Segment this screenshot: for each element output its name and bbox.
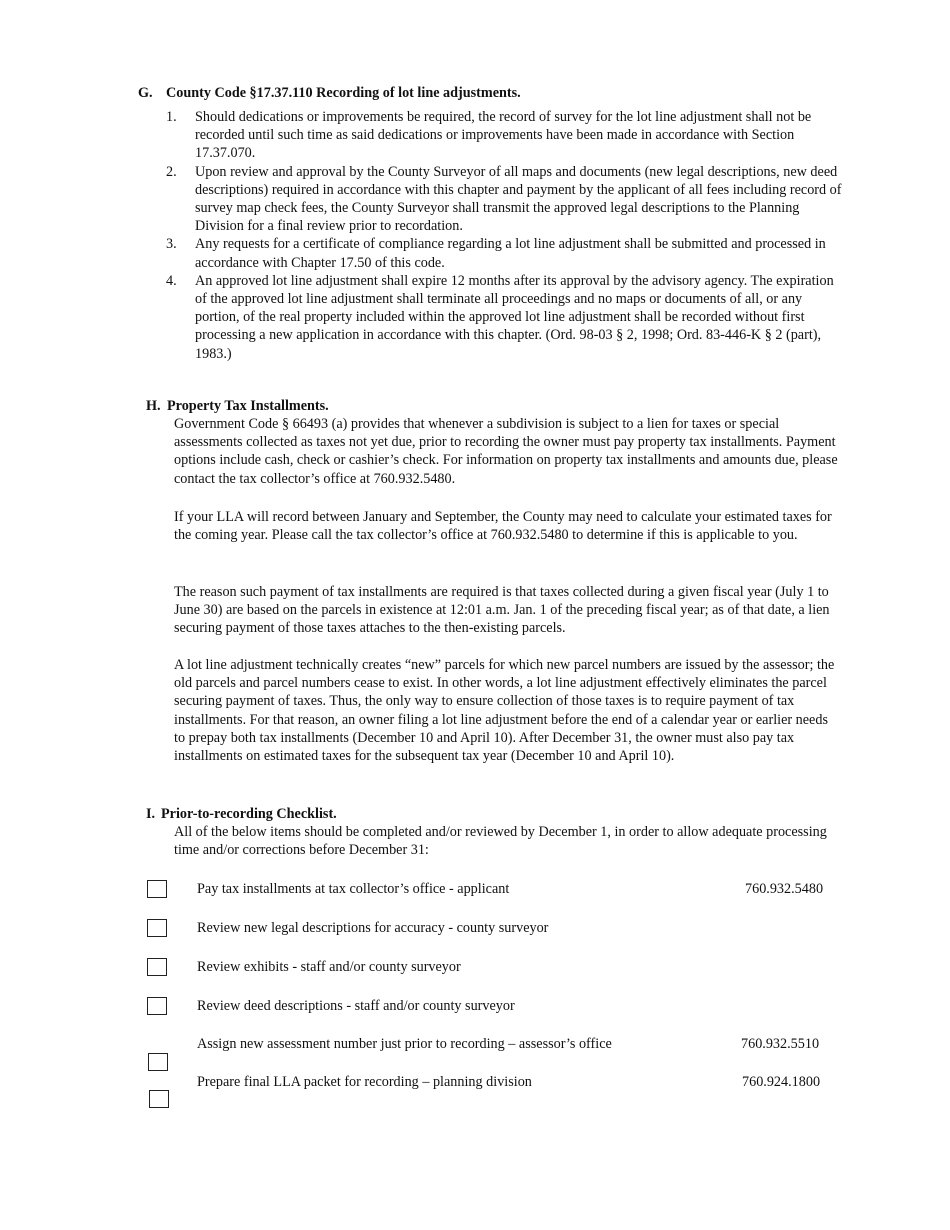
checklist-phone: 760.932.5510 [741,1036,820,1052]
list-item [166,163,846,236]
section-h-paragraph-2: If your LLA will record between January and September, the County may need to calculate your estimated taxes for the coming year. Please call the tax collector’s office at 760.932.5480 to determine if this is applicable to you. [174,509,832,544]
section-h-heading [146,397,329,415]
checklist-row [0,1073,950,1093]
list-item-text: An approved lot line adjustment shall expire 12 months after its approval by the advisory agency. The expiration of the approved lot line adjustment shall terminate all proceedings and no maps or documents of all, or any portion, of the real property included within the approved lot line adjustment shall be recorded without first processing a new application in accordance with this chapter. (Ord. 98-03 § 2, 1998; Ord. 83-446-K § 2 (part), 1983.) [195,272,834,362]
checklist-label: Review new legal descriptions for accuracy - county surveyor [197,920,549,936]
section-h-paragraph-4: A lot line adjustment technically creates “new” parcels for which new parcel numbers are issued by the assessor; the old parcels and parcel numbers cease to exist. In other words, a lot line adjustment effectively eliminates the parcel securing payment of taxes. Thus, the only way to ensure collection of those taxes is to require payment of tax installments. For that reason, an owner filing a lot line adjustment before the end of a calendar year or earlier needs to prepay both tax installments (December 10 and April 10). After December 31, the owner must also pay tax installments on estimated taxes for the subsequent tax year (December 10 and April 10). [174,657,835,765]
list-item-number: 4. [166,272,177,289]
section-i-title: Prior-to-recording Checklist. [161,806,337,822]
list-item-number: 1. [166,109,177,125]
list-item-number: 2. [166,163,177,180]
checkbox[interactable] [147,997,167,1015]
checkbox[interactable] [148,1053,168,1071]
checklist-phone: 760.924.1800 [742,1074,821,1090]
checklist-row [0,958,950,978]
list-item-text: Upon review and approval by the County Surveyor of all maps and documents (new legal descriptions, new deed descriptions) required in accordance with this chapter and payment by the applicant of all fees including record of survey map check fees, the County Surveyor shall transmit the approved legal descriptions to the Planning Division for a final review prior to recordation. [195,163,842,235]
section-i-letter: I. [146,806,156,822]
section-g-title: County Code §17.37.110 Recording of lot line adjustments. [166,85,521,101]
list-item-text: Should dedications or improvements be required, the record of survey for the lot line adjustment shall not be recorded until such time as said dedications or improvements have been made in accordance with Section 17.37.070. [195,109,812,162]
checkbox[interactable] [149,1090,169,1108]
list-item [166,272,846,363]
checklist-phone: 760.932.5480 [745,881,824,897]
section-i-intro: All of the below items should be completed and/or reviewed by December 1, in order to allow adequate processing time and/or corrections before December 31: [174,824,827,859]
checkbox[interactable] [147,919,167,937]
section-h-letter: H. [146,398,161,414]
checklist-label: Pay tax installments at tax collector’s office - applicant [197,881,510,897]
checklist-label: Review deed descriptions - staff and/or county surveyor [197,998,515,1014]
checklist-label: Review exhibits - staff and/or county surveyor [197,959,461,975]
checkbox[interactable] [147,880,167,898]
checklist-label: Prepare final LLA packet for recording – planning division [197,1074,532,1090]
section-i-heading [146,805,337,823]
section-h-paragraph-3: The reason such payment of tax installments are required is that taxes collected during a given fiscal year (July 1 to June 30) are based on the parcels in existence at 12:01 a.m. Jan. 1 of the preceding fiscal year; as of that date, a lien securing payment of those taxes attaches to the then-existing parcels. [174,584,830,637]
list-item-number: 3. [166,236,177,253]
list-item-text: Any requests for a certificate of compliance regarding a lot line adjustment shall be submitted and processed in accordance with Chapter 17.50 of this code. [195,236,826,271]
section-g-heading [138,84,521,102]
checklist-row [0,1035,950,1055]
section-g-list [166,108,846,363]
section-h-title: Property Tax Installments. [167,398,329,414]
checklist-row [0,880,950,900]
list-item [166,235,846,271]
section-h-paragraph-1: Government Code § 66493 (a) provides that whenever a subdivision is subject to a lien for taxes or special assessments collected as taxes not yet due, prior to recording the owner must pay property tax installments. Payment options include cash, check or cashier’s check. For information on property tax installments and amounts due, please contact the tax collector’s office at 760.932.5480. [174,416,838,487]
section-g-letter: G. [138,85,153,101]
checklist-label: Assign new assessment number just prior to recording – assessor’s office [197,1036,612,1052]
checklist-row [0,919,950,939]
checklist-row [0,997,950,1017]
checkbox[interactable] [147,958,167,976]
list-item [166,108,846,163]
